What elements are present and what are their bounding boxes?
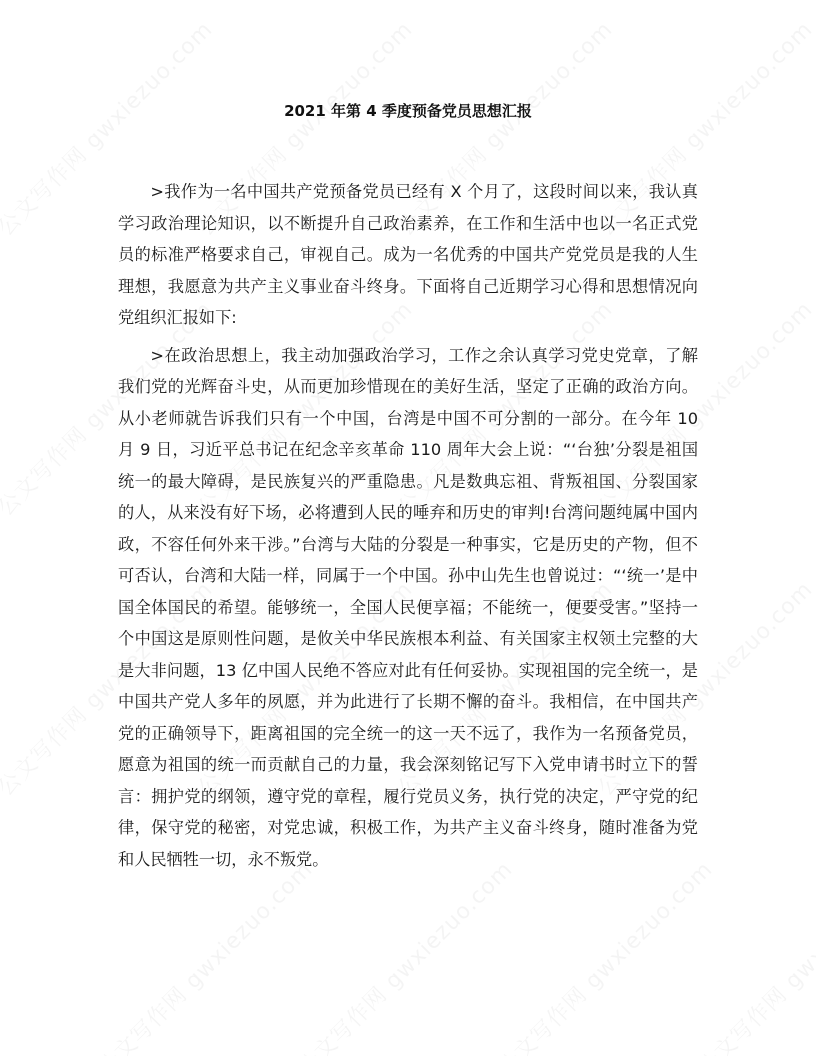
document-body <box>118 176 698 881</box>
paragraph-political-thought: >在政治思想上，我主动加强政治学习，工作之余认真学习党史党章，了解我们党的光辉奋斗史，从而更加珍惜现在的美好生活，坚定了正确的政治方向。从小老师就告诉我们只有一个中国，台湾是中国不可分割的一部分。在今年 10 月 9 日，习近平总书记在纪念辛亥革命 110 周年大会上说：“‘台独’分裂是祖国统一的最大障碍，是民族复兴的严重隐患。凡是数典忘祖、背叛祖国、分裂国家的人，从来没有好下场，必将遭到人民的唾弃和历史的审判!台湾问题纯属中国内政，不容任何外来干涉。”台湾与大陆的分裂是一种事实，它是历史的产物，但不可否认，台湾和大陆一样，同属于一个中国。孙中山先生也曾说过：“‘统一’是中国全体国民的希望。能够统一，全国人民便享福；不能统一，便要受害。”坚持一个中国这是原则性问题，是攸关中华民族根本利益、有关国家主权领土完整的大是大非问题，13 亿中国人民绝不答应对此有任何妥协。实现祖国的完全统一，是中国共产党人多年的夙愿，并为此进行了长期不懈的奋斗。我相信，在中国共产党的正确领导下，距离祖国的完全统一的这一天不远了，我作为一名预备党员，愿意为祖国的统一而贡献自己的力量，我会深刻铭记写下入党申请书时立下的誓言：拥护党的纲领，遵守党的章程，履行党员义务，执行党的决定，严守党的纪律，保守党的秘密，对党忠诚，积极工作，为共产主义奋斗终身，随时准备为党和人民牺牲一切，永不叛党。 <box>118 345 698 869</box>
watermark <box>690 853 816 1056</box>
paragraph-intro: >我作为一名中国共产党预备党员已经有 X 个月了，这段时间以来，我认真学习政治理论知识，以不断提升自己政治素养，在工作和生活中也以一名正式党员的标准严格要求自己，审视自己。成为一名优秀的中国共产党党员是我的人生理想，我愿意为共产主义事业奋斗终身。下面将自己近期学习心得和思想情况向党组织汇报如下: <box>118 182 698 327</box>
watermark <box>90 853 319 1056</box>
watermark <box>490 853 719 1056</box>
watermark <box>290 853 519 1056</box>
document-title: 2021 年第 4 季度预备党员思想汇报 <box>284 102 532 120</box>
